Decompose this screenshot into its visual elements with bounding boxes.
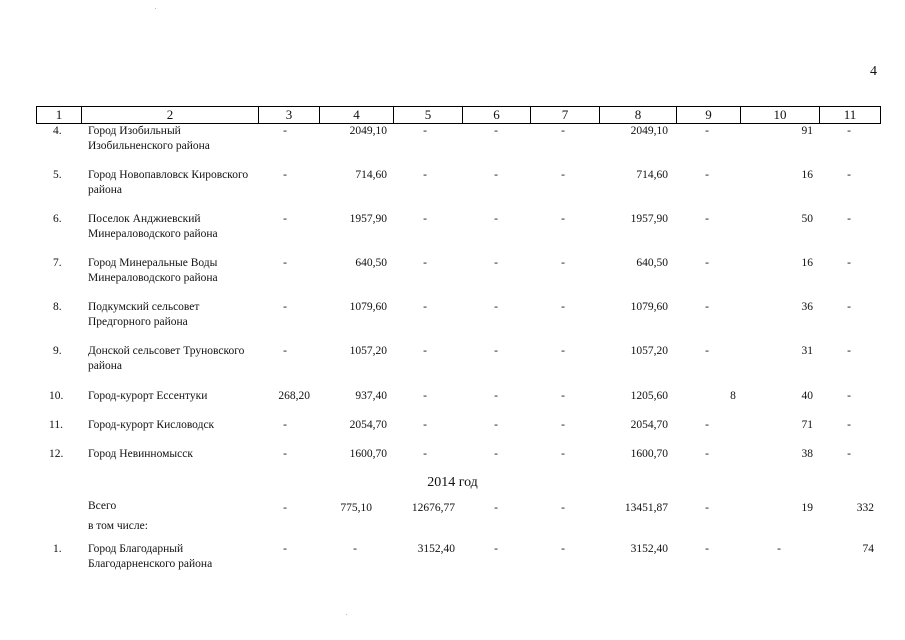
cell-col-3: -	[283, 448, 287, 460]
cell-col-5: 12676,77	[411, 502, 455, 514]
cell-col-11: -	[847, 390, 851, 402]
cell-col-11: -	[847, 448, 851, 460]
cell-col-6: -	[494, 301, 498, 313]
cell-col-6: -	[494, 169, 498, 181]
cell-col-9: -	[705, 502, 709, 514]
row-name: Город Изобильный Изобильненского района	[88, 125, 210, 152]
cell-col-4: -	[353, 543, 357, 555]
cell-col-6: -	[494, 257, 498, 269]
cell-col-11: -	[847, 345, 851, 357]
section-title-2014: 2014 год	[427, 475, 478, 490]
cell-col-3: -	[283, 345, 287, 357]
cell-col-7: -	[561, 390, 565, 402]
cell-col-6: -	[494, 502, 498, 514]
row-number: 4.	[53, 125, 62, 137]
row-number: 6.	[53, 213, 62, 225]
cell-col-9: -	[705, 125, 709, 137]
cell-col-3: -	[283, 419, 287, 431]
including-label: в том числе:	[88, 520, 148, 532]
cell-col-8: 2054,70	[630, 419, 668, 431]
row-name: Город Новопавловск Кировского района	[88, 169, 249, 196]
cell-col-10: 16	[801, 257, 813, 269]
cell-col-5: -	[423, 169, 427, 181]
cell-col-4: 640,50	[355, 257, 387, 269]
cell-col-9: -	[705, 301, 709, 313]
cell-col-7: -	[561, 257, 565, 269]
cell-col-7: -	[561, 301, 565, 313]
row-name: Город Минеральные Воды Минераловодского района	[88, 257, 218, 284]
row-number: 7.	[53, 257, 62, 269]
cell-col-10: 19	[801, 502, 813, 514]
cell-col-8: 1057,20	[630, 345, 668, 357]
cell-col-10: 38	[801, 448, 813, 460]
cell-col-3: -	[283, 257, 287, 269]
row-name: Поселок Анджиевский Минераловодского района	[88, 213, 218, 240]
row-name: Город-курорт Кисловодск	[88, 419, 215, 431]
cell-col-4: 1079,60	[349, 301, 387, 313]
header-col-4: 4	[319, 107, 393, 123]
cell-col-7: -	[561, 543, 565, 555]
cell-col-7: -	[561, 448, 565, 460]
cell-col-4: 775,10	[340, 502, 372, 514]
cell-col-5: -	[423, 345, 427, 357]
cell-col-10: 50	[801, 213, 813, 225]
cell-col-6: -	[494, 419, 498, 431]
row-number: 11.	[49, 419, 63, 431]
cell-col-3: -	[283, 125, 287, 137]
cell-col-3: -	[283, 301, 287, 313]
cell-col-7: -	[561, 419, 565, 431]
cell-col-11: -	[847, 169, 851, 181]
cell-col-10: 40	[801, 390, 813, 402]
cell-col-8: 640,50	[636, 257, 668, 269]
cell-col-9: -	[705, 543, 709, 555]
cell-col-3: -	[283, 502, 287, 514]
cell-col-9: -	[705, 419, 709, 431]
cell-col-4: 1957,90	[349, 213, 387, 225]
cell-col-11: 74	[862, 543, 874, 555]
cell-col-9: -	[705, 213, 709, 225]
row-number: 12.	[49, 448, 64, 460]
row-number: 9.	[53, 345, 62, 357]
cell-col-8: 13451,87	[624, 502, 668, 514]
row-name: Город Невинномысск	[88, 448, 193, 460]
cell-col-9: -	[705, 345, 709, 357]
cell-col-5: -	[423, 125, 427, 137]
scan-speck	[155, 8, 156, 9]
cell-col-7: -	[561, 502, 565, 514]
cell-col-4: 2054,70	[349, 419, 387, 431]
header-col-7: 7	[530, 107, 599, 123]
cell-col-10: 91	[801, 125, 813, 137]
cell-col-5: -	[423, 390, 427, 402]
cell-col-6: -	[494, 125, 498, 137]
cell-col-3: -	[283, 169, 287, 181]
cell-col-9: 8	[730, 390, 736, 402]
cell-col-4: 937,40	[355, 390, 387, 402]
total-label: Всего	[88, 500, 117, 512]
row-number: 5.	[53, 169, 62, 181]
cell-col-10: 16	[801, 169, 813, 181]
cell-col-8: 1079,60	[630, 301, 668, 313]
cell-col-8: 714,60	[636, 169, 668, 181]
row-number: 8.	[53, 301, 62, 313]
cell-col-7: -	[561, 125, 565, 137]
header-col-9: 9	[676, 107, 740, 123]
header-col-10: 10	[740, 107, 819, 123]
cell-col-8: 3152,40	[630, 543, 668, 555]
header-col-11: 11	[819, 107, 880, 123]
cell-col-11: 332	[856, 502, 874, 514]
row-name: Донской сельсовет Труновского района	[88, 345, 245, 372]
cell-col-3: -	[283, 543, 287, 555]
header-col-3: 3	[258, 107, 319, 123]
cell-col-5: -	[423, 257, 427, 269]
cell-col-7: -	[561, 213, 565, 225]
cell-col-8: 2049,10	[630, 125, 668, 137]
cell-col-9: -	[705, 257, 709, 269]
row-number: 1.	[53, 543, 62, 555]
cell-col-3: 268,20	[278, 390, 310, 402]
cell-col-5: -	[423, 301, 427, 313]
scan-speck	[346, 614, 347, 615]
cell-col-3: -	[283, 213, 287, 225]
cell-col-6: -	[494, 448, 498, 460]
cell-col-10: 36	[801, 301, 813, 313]
header-col-8: 8	[599, 107, 676, 123]
cell-col-8: 1957,90	[630, 213, 668, 225]
cell-col-4: 1600,70	[349, 448, 387, 460]
cell-col-10: -	[777, 543, 781, 555]
cell-col-8: 1205,60	[630, 390, 668, 402]
header-col-2: 2	[81, 107, 258, 123]
cell-col-11: -	[847, 301, 851, 313]
page-number: 4	[870, 64, 877, 79]
cell-col-5: -	[423, 448, 427, 460]
cell-col-5: -	[423, 213, 427, 225]
cell-col-8: 1600,70	[630, 448, 668, 460]
header-col-5: 5	[393, 107, 462, 123]
cell-col-11: -	[847, 125, 851, 137]
cell-col-7: -	[561, 345, 565, 357]
cell-col-4: 2049,10	[349, 125, 387, 137]
cell-col-7: -	[561, 169, 565, 181]
cell-col-6: -	[494, 213, 498, 225]
cell-col-10: 71	[801, 419, 813, 431]
row-number: 10.	[49, 390, 64, 402]
cell-col-4: 1057,20	[349, 345, 387, 357]
row-name: Город Благодарный Благодарненского района	[88, 543, 213, 570]
cell-col-9: -	[705, 169, 709, 181]
row-name: Город-курорт Ессентуки	[88, 390, 208, 402]
cell-col-11: -	[847, 257, 851, 269]
cell-col-5: 3152,40	[417, 543, 455, 555]
cell-col-10: 31	[801, 345, 813, 357]
cell-col-6: -	[494, 390, 498, 402]
cell-col-5: -	[423, 419, 427, 431]
cell-col-11: -	[847, 213, 851, 225]
row-name: Подкумский сельсовет Предгорного района	[88, 301, 200, 328]
cell-col-11: -	[847, 419, 851, 431]
header-col-6: 6	[462, 107, 530, 123]
cell-col-9: -	[705, 448, 709, 460]
cell-col-4: 714,60	[355, 169, 387, 181]
cell-col-6: -	[494, 345, 498, 357]
header-col-1: 1	[55, 107, 63, 122]
cell-col-6: -	[494, 543, 498, 555]
